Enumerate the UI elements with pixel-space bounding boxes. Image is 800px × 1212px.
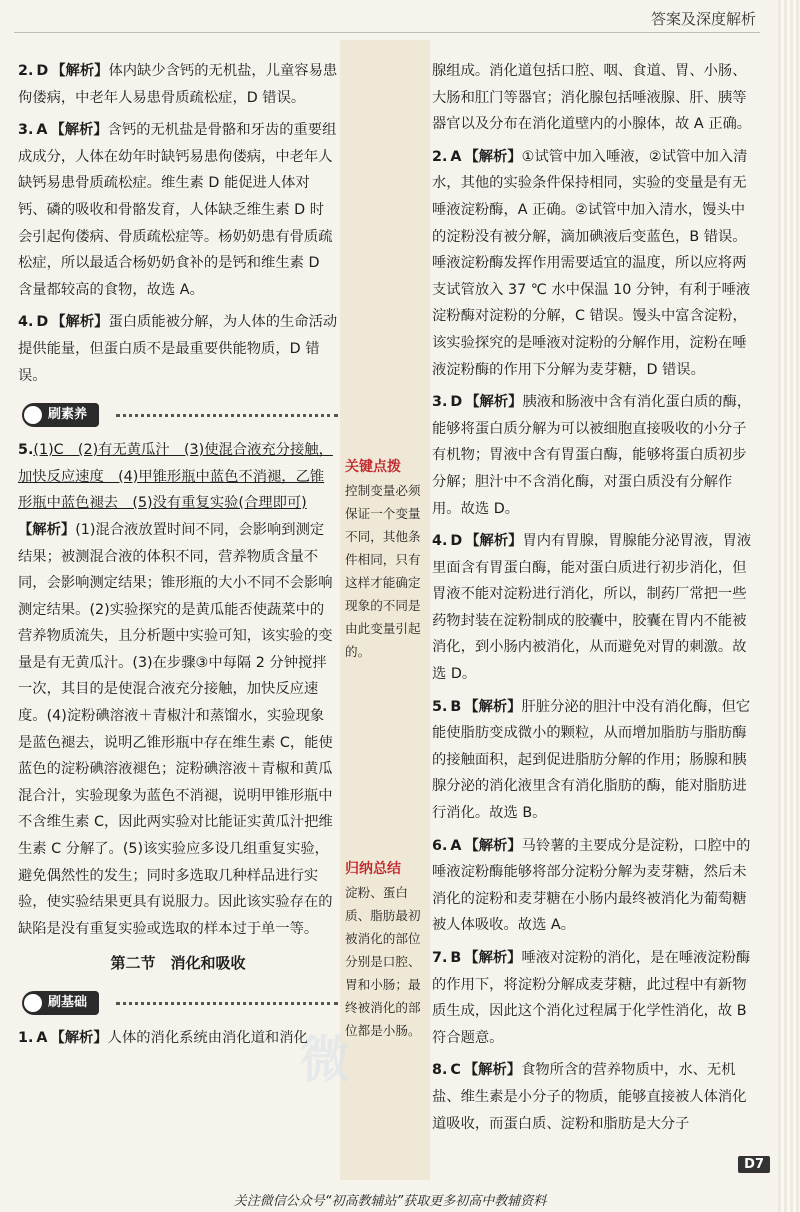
- section-banner: [18, 403, 338, 429]
- analysis-tag: 【解析】: [465, 394, 523, 411]
- analysis-text: (1)混合液放置时间不同，会影响到测定结果；被测混合液的体积不同，营养物质含量不同，会影响测定结果；锥形瓶的大小不同不会影响测定结果。(2)实验探究的是黄瓜能否使蔬菜中的营养物质流失，且分析题中实验可知，该实验的变量是有无黄瓜汁。(3)在步骤③中每隔 2 分钟搅拌一次，其目的是使混合液充分接触，加快反应速度。(4)淀粉碘溶液＋青椒汁和蒸馏水，实验现象是蓝色褪去，说明乙锥形瓶中存在维生素 C，能使蓝色的淀粉碘溶液褪色；淀粉碘溶液＋青椒和黄瓜混合汁，实验现象为蓝色不消褪，说明甲锥形瓶中不含维生素 C，因此两实验对比能证实黄瓜汁把维生素 C 分解了。(5)该实验应多设几组重复实验，避免偶然性的发生；同时多选取几种样品进行实验，使实验结果更具有说服力。因此该实验存在的缺陷是没有重复实验或选取的样本过于单一等。: [18, 521, 333, 937]
- answer-item: [432, 833, 758, 939]
- note-text: 控制变量必须保证一个变量不同，其他条件相同，只有这样才能确定现象的不同是由此变量引起的。: [345, 483, 421, 659]
- analysis-text: 蛋白质能被分解，为人体的生命活动提供能量，但蛋白质不是最重要供能物质，D 错误。: [18, 314, 338, 384]
- analysis-text: 胰液和肠液中含有消化蛋白质的酶，能够将蛋白质分解为可以被细胞直接吸收的小分子有机物；胃液中含有胃蛋白酶，能够将蛋白质初步分解；胆汁中不含消化酶，对蛋白质没有分解作用。故选 D。: [432, 394, 752, 517]
- banner-dots: [116, 1002, 338, 1005]
- question-number: 5.: [18, 442, 34, 459]
- question-number: 2.: [432, 148, 448, 165]
- margin-note: [345, 858, 431, 1042]
- answer-letter: B: [450, 950, 462, 966]
- analysis-text: ①试管中加入唾液，②试管中加入清水，其他的实验条件保持相同，实验的变量是有无唾液淀粉酶，A 正确。②试管中加入清水，馒头中的淀粉没有被分解，滴加碘液后变蓝色，B 错误。唾液淀粉酶发挥作用需要适宜的温度，所以应将两支试管放入 37 ℃ 水中保温 10 分钟，有利于唾液淀粉酶对淀粉的分解，C 错误。馒头中富含淀粉，该实验探究的是唾液对淀粉的分解作用，淀粉在唾液淀粉酶的作用下分解为麦芽糖，D 错误。: [432, 148, 751, 378]
- page-edge: [778, 0, 800, 1212]
- continued-text: 腺组成。消化道包括口腔、咽、食道、胃、小肠、大肠和肛门等器官；消化腺包括唾液腺、肝、胰等器官以及分布在消化道壁内的小腺体，故 A 正确。: [432, 63, 752, 133]
- question-number: 1.: [18, 1030, 34, 1046]
- watermark: 微: [300, 1031, 350, 1089]
- right-column: [432, 58, 758, 1143]
- pen-icon: [24, 406, 42, 424]
- answer-letter: A: [36, 122, 48, 139]
- banner-label: 刷基础: [48, 995, 88, 1010]
- header-divider: [14, 32, 760, 33]
- banner-label: 刷素养: [48, 407, 88, 423]
- banner-dots: [116, 414, 338, 417]
- answer-letter: B: [450, 698, 462, 715]
- analysis-tag: 【解析】: [50, 1030, 108, 1046]
- question-number: 7.: [432, 950, 448, 966]
- analysis-text: 唾液对淀粉的消化，是在唾液淀粉酶的作用下，将淀粉分解成麦芽糖，此过程中有新物质生成，因此这个消化过程属于化学性消化，故 B 符合题意。: [432, 950, 751, 1046]
- analysis-tag: 【解析】: [51, 314, 109, 331]
- answer-item: [432, 694, 758, 827]
- analysis-tag: 【解析】: [464, 950, 522, 966]
- question-number: 3.: [432, 394, 448, 411]
- analysis-tag: 【解析】: [464, 837, 522, 854]
- answer-letter: D: [36, 63, 49, 79]
- question-number: 4.: [18, 314, 34, 331]
- margin-note: [345, 456, 431, 663]
- section-title: 第二节 消化和吸收: [110, 954, 246, 973]
- left-column: [18, 58, 338, 1058]
- answer-letter: A: [450, 148, 462, 165]
- analysis-text: 含钙的无机盐是骨骼和牙齿的重要组成成分，人体在幼年时缺钙易患佝偻病，中老年人缺钙易患骨质疏松症。维生素 D 能促进人体对钙、磷的吸收和骨骼发育，人体缺乏维生素 D 时会引起佝偻病、骨质疏松症等。杨奶奶患有骨质疏松症，所以最适合杨奶奶食补的是钙和维生素 D 含量都较高的食物，故选 A。: [18, 122, 337, 298]
- analysis-tag: 【解析】: [51, 63, 109, 79]
- banner-badge: [22, 403, 99, 427]
- question-number: 3.: [18, 122, 34, 139]
- question-number: 8.: [432, 1062, 448, 1079]
- answer-letter: D: [450, 533, 463, 550]
- answer-text: (1)C (2)有无黄瓜汁 (3)使混合液充分接触，加快反应速度 (4)甲锥形瓶中蓝色不消褪，乙锥形瓶中蓝色褪去 (5)没有重复实验(合理即可): [18, 442, 333, 512]
- answer-letter: A: [450, 837, 462, 854]
- answer-item: [432, 945, 758, 1051]
- question-number: 4.: [432, 533, 448, 550]
- question-number: 6.: [432, 837, 448, 854]
- analysis-tag: 【解析】: [463, 1062, 522, 1079]
- answer-item: [432, 528, 758, 688]
- answer-letter: C: [450, 1062, 461, 1079]
- answer-item: [18, 58, 338, 111]
- note-title: 归纳总结: [345, 861, 401, 877]
- note-title: 关键点拨: [345, 459, 401, 475]
- banner-badge: [22, 991, 99, 1015]
- answer-letter: D: [36, 314, 49, 331]
- page-header: 答案及深度解析: [650, 10, 756, 28]
- page-number: D7: [738, 1156, 770, 1173]
- pen-icon: [24, 994, 42, 1012]
- answer-item: [18, 117, 338, 303]
- analysis-tag: 【解析】: [18, 521, 76, 538]
- analysis-text: 胃内有胃腺，胃腺能分泌胃液，胃液里面含有胃蛋白酶，能对蛋白质进行初步消化，但胃液不能对淀粉进行消化，所以，制药厂常把一些药物封装在淀粉制成的胶囊中，胶囊在胃内不能被消化，到小肠内被消化，从而避免对胃的刺激。故选 D。: [432, 533, 752, 683]
- analysis-tag: 【解析】: [50, 122, 108, 139]
- analysis-tag: 【解析】: [465, 533, 523, 550]
- note-text: 淀粉、蛋白质、脂肪最初被消化的部位分别是口腔、胃和小肠；最终被消化的部位都是小肠。: [345, 885, 421, 1038]
- analysis-tag: 【解析】: [464, 148, 522, 165]
- answer-item: [18, 437, 338, 942]
- answer-item: [432, 1057, 758, 1137]
- footer-note: 关注微信公众号“初高教辅站”获取更多初高中教辅资料: [233, 1194, 547, 1209]
- analysis-text: 食物所含的营养物质中，水、无机盐、维生素是小分子的物质，能够直接被人体消化道吸收，而蛋白质、淀粉和脂肪是大分子: [432, 1062, 747, 1132]
- analysis-tag: 【解析】: [464, 698, 522, 715]
- question-number: 2.: [18, 63, 34, 79]
- answer-item: [432, 389, 758, 522]
- analysis-text: 马铃薯的主要成分是淀粉，口腔中的唾液淀粉酶能够将部分淀粉分解为麦芽糖，然后未消化的淀粉和麦芽糖在小肠内最终被消化为葡萄糖被人体吸收。故选 A。: [432, 837, 751, 934]
- answer-item: [18, 1025, 338, 1052]
- analysis-text: 体内缺少含钙的无机盐，儿童容易患佝偻病，中老年人易患骨质疏松症，D 错误。: [18, 63, 338, 106]
- question-number: 5.: [432, 698, 448, 715]
- answer-item: [18, 309, 338, 389]
- analysis-text: 肝脏分泌的胆汁中没有消化酶，但它能使脂肪变成微小的颗粒，从而增加脂肪与脂肪酶的接触面积，起到促进脂肪分解的作用；肠腺和胰腺分泌的消化液里含有消化脂肪的酶，能对脂肪进行消化。故选 B。: [432, 698, 751, 822]
- answer-item: [432, 144, 758, 383]
- answer-letter: D: [450, 394, 463, 411]
- analysis-text: 人体的消化系统由消化道和消化: [107, 1030, 308, 1046]
- section-banner: [18, 991, 338, 1017]
- answer-letter: A: [36, 1030, 48, 1046]
